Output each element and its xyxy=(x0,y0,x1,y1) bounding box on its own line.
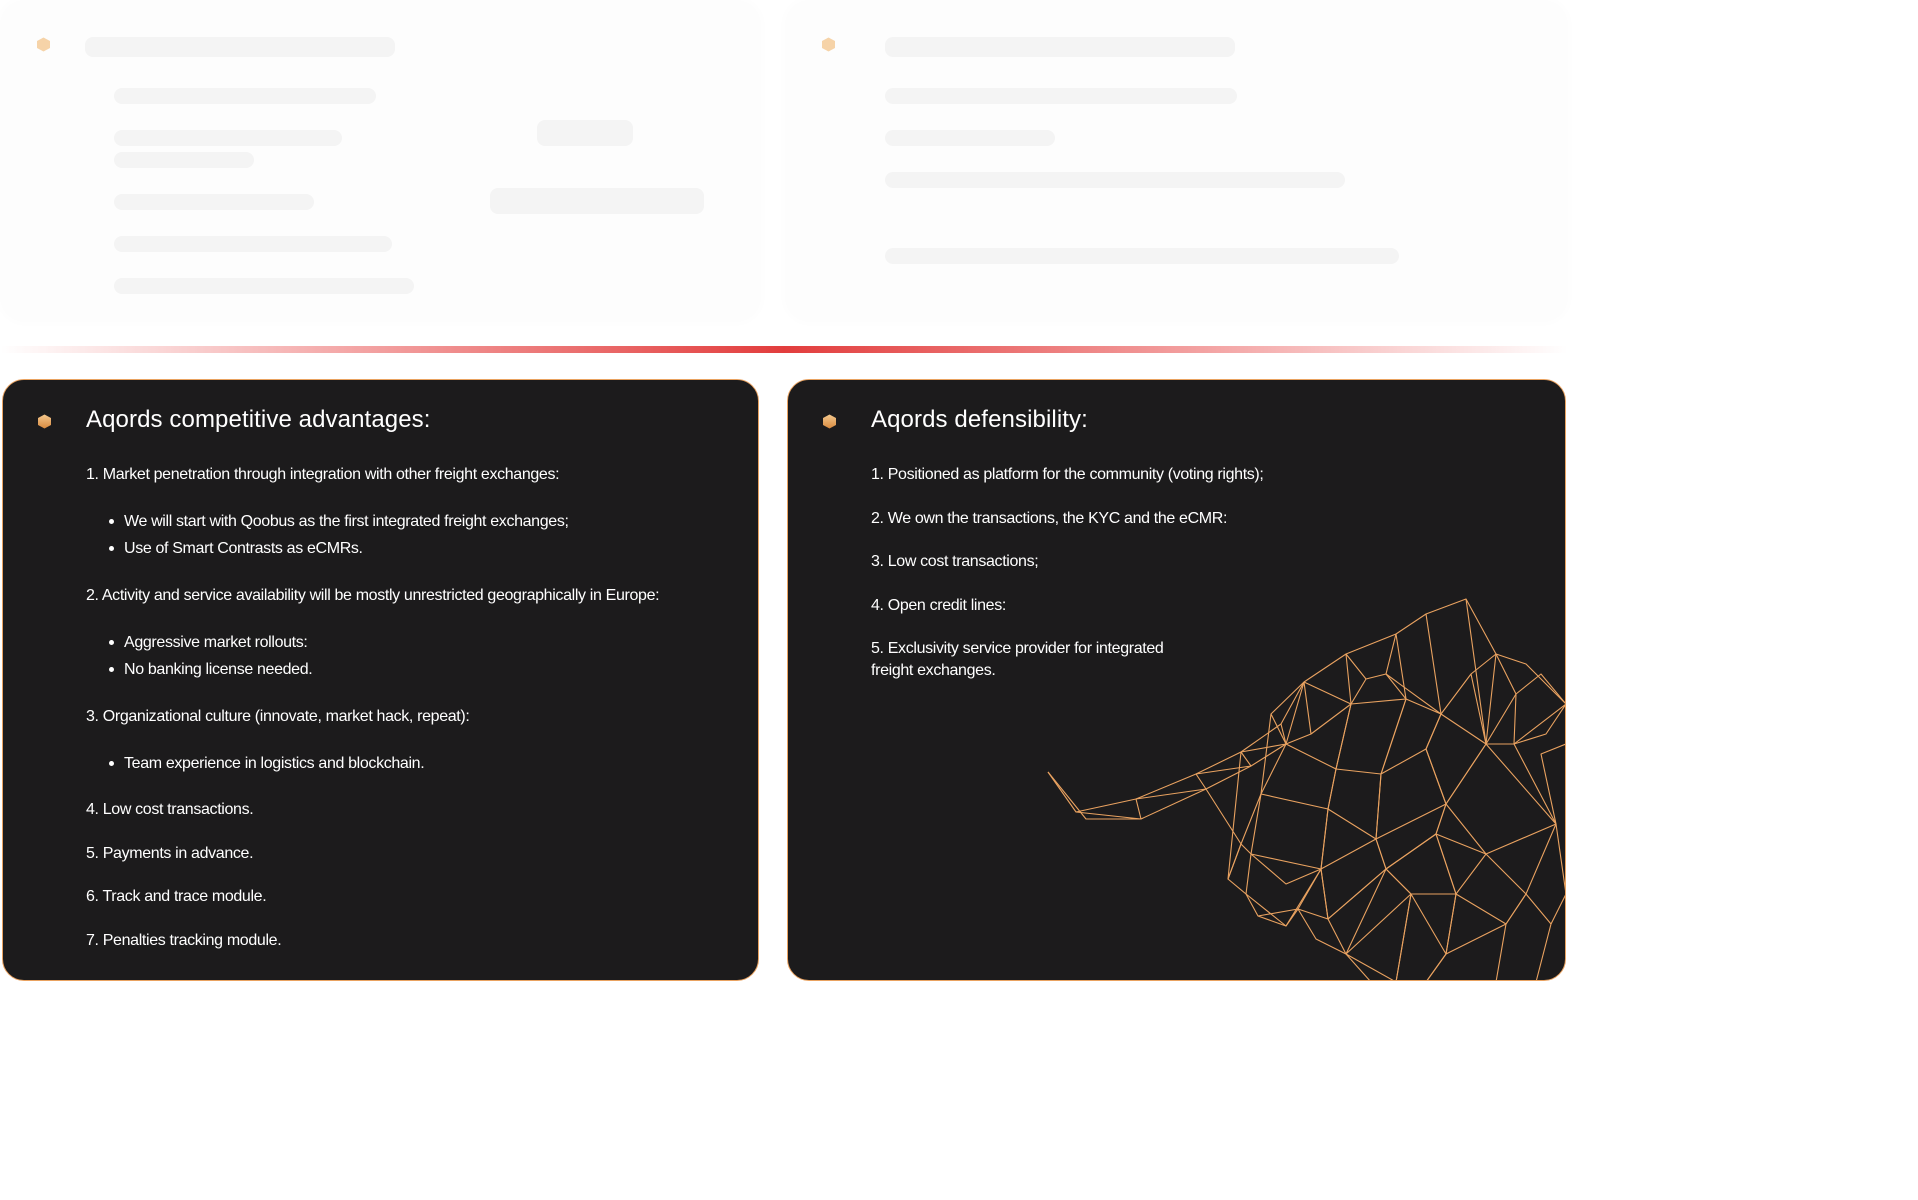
list-item: 4. Open credit lines: xyxy=(871,597,1006,614)
competitive-advantages-title: Aqords competitive advantages: xyxy=(86,406,431,433)
list-item: 1. Positioned as platform for the community (voting rights); xyxy=(871,466,1264,483)
faded-line xyxy=(114,130,342,146)
bullet-item: Aggressive market rollouts: xyxy=(124,634,308,651)
faded-line xyxy=(114,88,376,104)
faded-line xyxy=(885,88,1237,104)
faded-line xyxy=(885,130,1055,146)
faded-line xyxy=(885,172,1345,188)
faded-line xyxy=(490,188,704,214)
list-item: 3. Organizational culture (innovate, market hack, repeat): xyxy=(86,708,470,725)
list-item: 5. Exclusivity service provider for integrated xyxy=(871,640,1164,657)
defensibility-card xyxy=(787,379,1566,981)
faded-card-left xyxy=(2,2,759,320)
hexagon-icon xyxy=(36,37,51,52)
faded-line xyxy=(85,37,395,57)
list-item: 5. Payments in advance. xyxy=(86,845,254,862)
faded-line xyxy=(114,236,392,252)
bullet-item: Use of Smart Contrasts as eCMRs. xyxy=(124,540,363,557)
hexagon-icon xyxy=(37,414,52,429)
list-item: 2. Activity and service availability will be mostly unrestricted geographically in Europe: xyxy=(86,587,660,604)
hexagon-icon xyxy=(821,37,836,52)
list-item: 2. We own the transactions, the KYC and the eCMR: xyxy=(871,510,1228,527)
list-item: 7. Penalties tracking module. xyxy=(86,932,282,949)
defensibility-title: Aqords defensibility: xyxy=(871,406,1088,433)
faded-line xyxy=(114,194,314,210)
faded-line xyxy=(885,248,1399,264)
list-item-continuation: freight exchanges. xyxy=(871,662,996,679)
faded-line xyxy=(114,278,414,294)
faded-card-right xyxy=(787,2,1566,320)
bullet-item: No banking license needed. xyxy=(124,661,313,678)
section-divider xyxy=(0,346,1568,353)
faded-line xyxy=(885,37,1235,57)
competitive-advantages-card xyxy=(2,379,759,981)
bullet-item: Team experience in logistics and blockchain. xyxy=(124,755,425,772)
hexagon-icon xyxy=(822,414,837,429)
list-item: 3. Low cost transactions; xyxy=(871,553,1039,570)
faded-line xyxy=(537,120,633,146)
bullet-item: We will start with Qoobus as the first integrated freight exchanges; xyxy=(124,513,569,530)
list-item: 1. Market penetration through integration with other freight exchanges: xyxy=(86,466,560,483)
faded-line xyxy=(114,152,254,168)
list-item: 4. Low cost transactions. xyxy=(86,801,254,818)
list-item: 6. Track and trace module. xyxy=(86,888,267,905)
